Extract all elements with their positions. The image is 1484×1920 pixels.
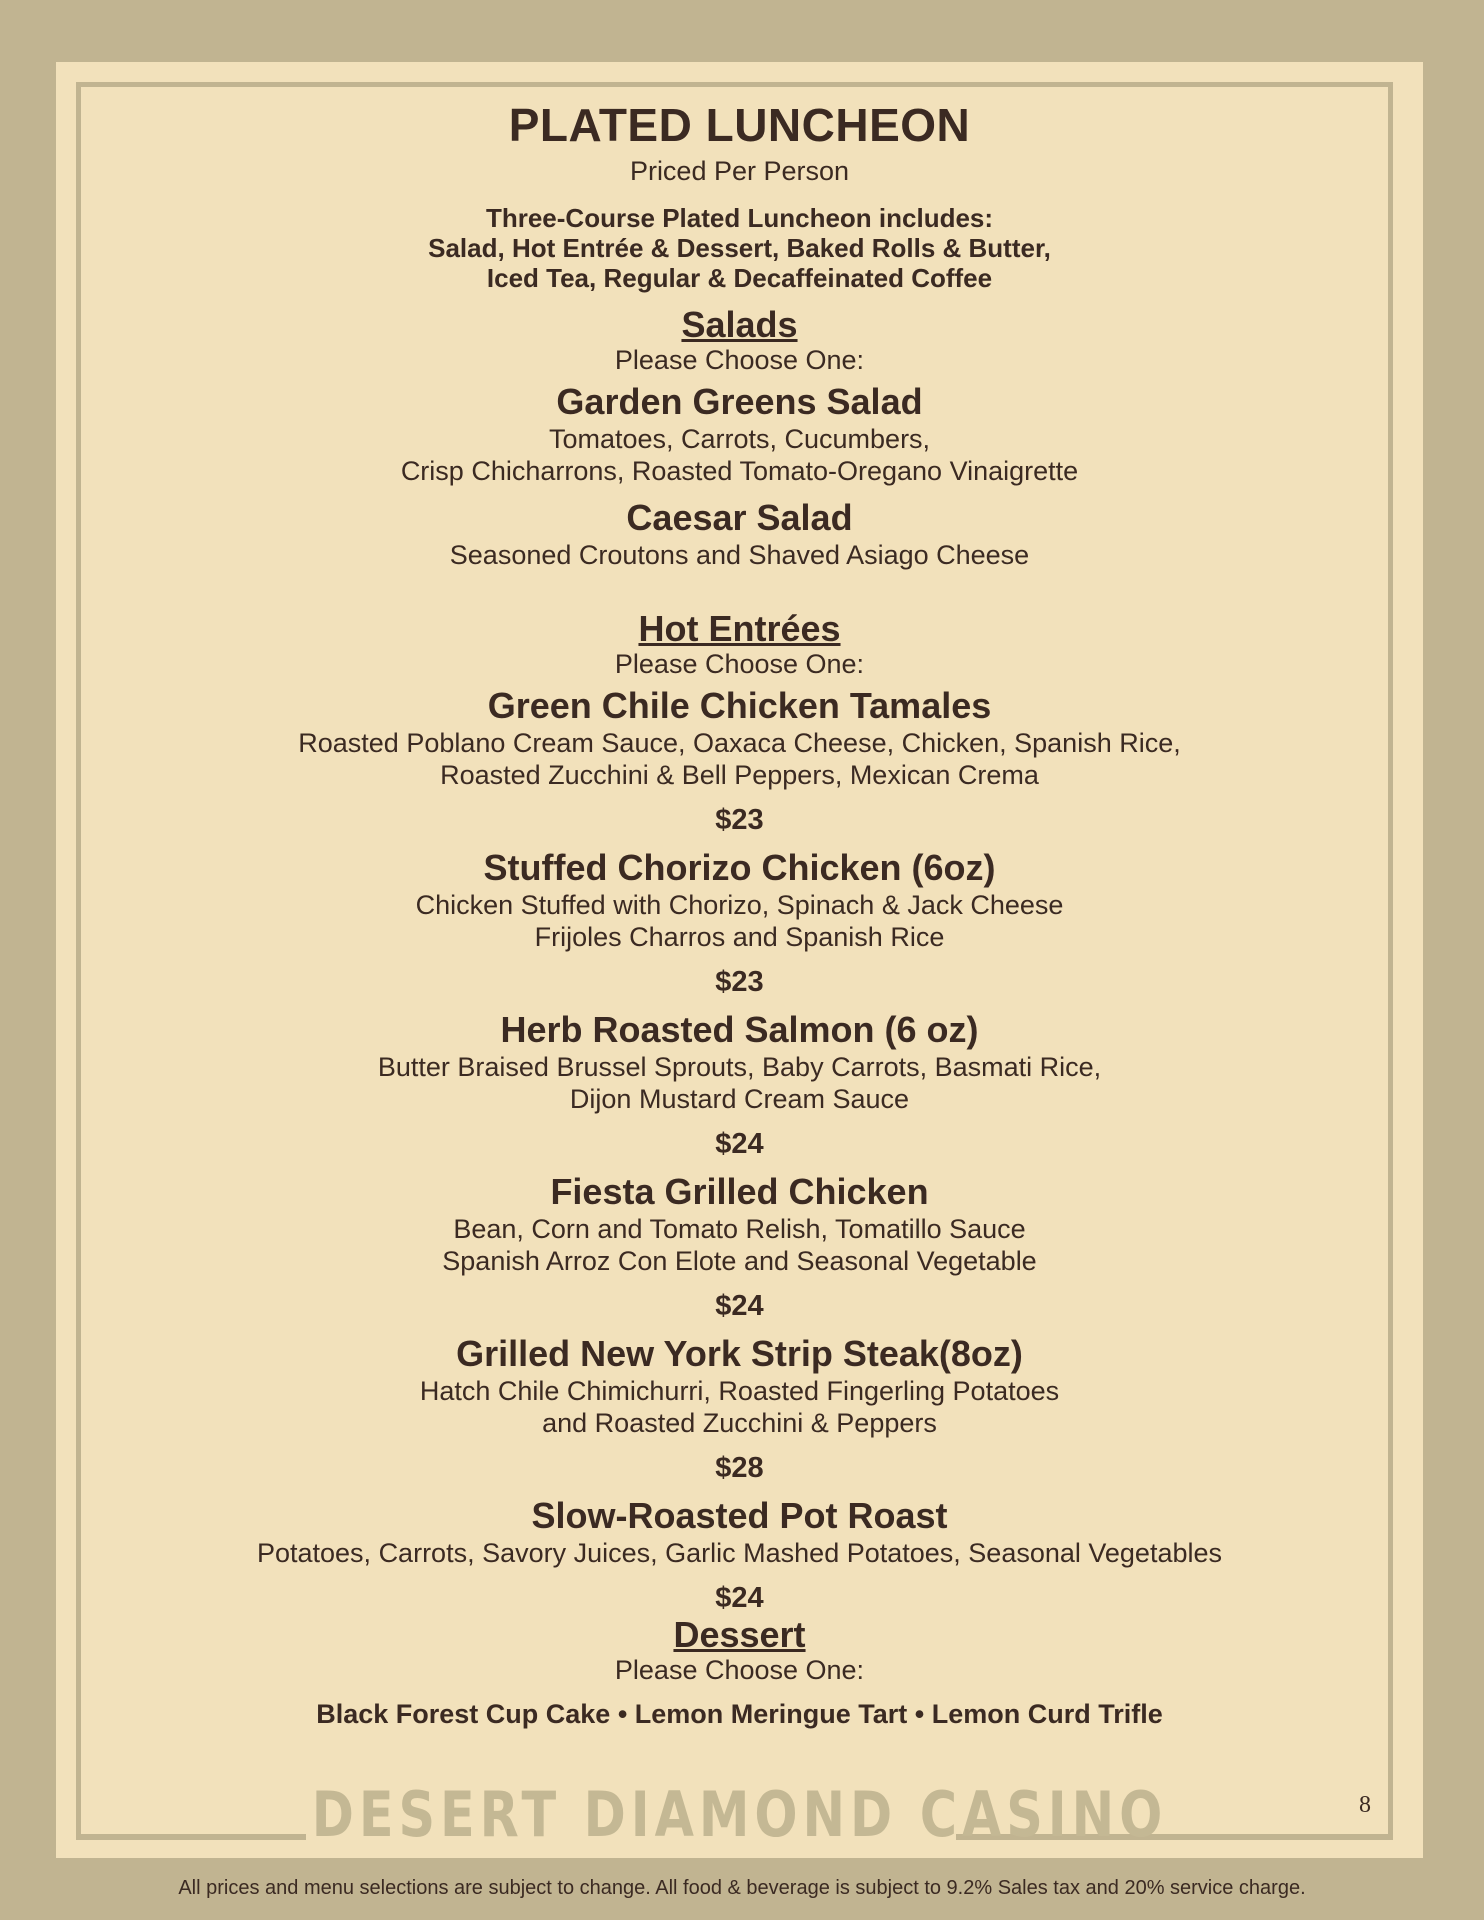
dessert-section [56,1615,1423,1730]
entree-name: Grilled New York Strip Steak(8oz) [456,1333,1023,1374]
entree-price: $24 [715,1290,764,1322]
includes-line: Salad, Hot Entrée & Dessert, Baked Rolls & Butter, [428,233,1051,263]
entree-name: Stuffed Chorizo Chicken (6oz) [483,847,996,888]
page-number: 8 [1359,1792,1371,1818]
page-subtitle: Priced Per Person [629,156,850,186]
entree-desc: Potatoes, Carrots, Savory Juices, Garlic Mashed Potatoes, Seasonal Vegetables [256,1538,1222,1568]
salad-desc: Crisp Chicharrons, Roasted Tomato-Oregano Vinaigrette [400,456,1079,486]
entrees-choose: Please Choose One: [614,649,865,679]
entree-price: $23 [715,804,764,836]
entree-price: $28 [715,1452,764,1484]
entree-desc: Spanish Arroz Con Elote and Seasonal Vegetable [442,1246,1037,1276]
entree-desc: Butter Braised Brussel Sprouts, Baby Carrots, Basmati Rice, [377,1052,1102,1082]
entree-price: $24 [715,1582,764,1614]
salads-section [56,305,1423,571]
entrees-section [56,609,1423,1615]
entree-desc: Hatch Chile Chimichurri, Roasted Fingerling Potatoes [419,1376,1060,1406]
dessert-items: Black Forest Cup Cake • Lemon Meringue Tart • Lemon Curd Trifle [316,1699,1163,1729]
entree-desc: Frijoles Charros and Spanish Rice [534,922,945,952]
salad-desc: Seasoned Croutons and Shaved Asiago Cheese [449,540,1030,570]
page-title: PLATED LUNCHEON [508,99,971,151]
entree-name: Herb Roasted Salmon (6 oz) [500,1009,979,1050]
includes-block [56,203,1423,293]
entrees-title: Hot Entrées [638,608,841,649]
salad-name: Caesar Salad [626,497,853,538]
entree-desc: Bean, Corn and Tomato Relish, Tomatillo Sauce [453,1214,1026,1244]
footer-disclaimer: All prices and menu selections are subject to change. All food & beverage is subject to 9.2% Sales tax and 20% service charge. [178,1877,1306,1899]
salad-name: Garden Greens Salad [556,381,923,422]
includes-line: Three-Course Plated Luncheon includes: [485,203,994,233]
salads-title: Salads [681,304,798,345]
entree-desc: Roasted Poblano Cream Sauce, Oaxaca Cheese, Chicken, Spanish Rice, [298,728,1181,758]
menu-page [56,62,1423,1858]
entree-desc: Roasted Zucchini & Bell Peppers, Mexican Crema [440,760,1039,790]
entree-price: $24 [715,1128,764,1160]
entree-desc: and Roasted Zucchini & Peppers [542,1408,937,1438]
entree-desc: Chicken Stuffed with Chorizo, Spinach & Jack Cheese [415,890,1064,920]
salad-desc: Tomatoes, Carrots, Cucumbers, [548,424,931,454]
entree-price: $23 [715,966,764,998]
entree-name: Slow-Roasted Pot Roast [531,1495,948,1536]
casino-logo-text: DESERT DIAMOND CASINO [311,1778,1168,1851]
dessert-title: Dessert [673,1614,806,1655]
entree-name: Green Chile Chicken Tamales [487,685,992,726]
entree-name: Fiesta Grilled Chicken [550,1171,929,1212]
includes-line: Iced Tea, Regular & Decaffeinated Coffee [486,263,993,293]
menu-content [56,98,1423,1730]
dessert-choose: Please Choose One: [614,1655,865,1685]
entree-desc: Dijon Mustard Cream Sauce [569,1084,910,1114]
salads-choose: Please Choose One: [614,345,865,375]
